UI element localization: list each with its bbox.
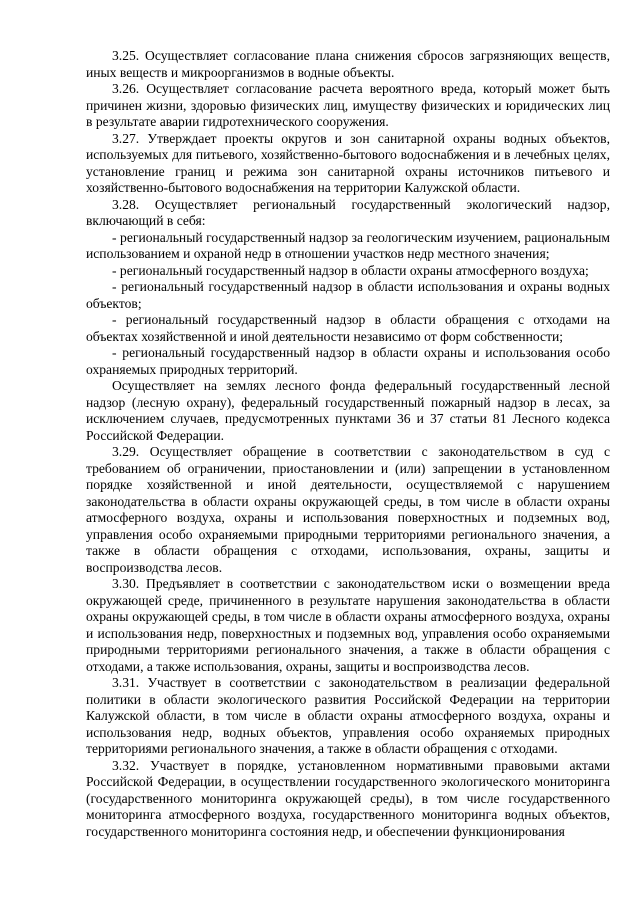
paragraph-3-29: 3.29. Осуществляет обращение в соответствии с законодательством в суд с требованием об ограничении, приостановлении и (или) запрещении в установленном порядке хозяйственной и иной деятельности, осуществляемой с нарушением законодательства в области охраны окружающей среды, в том числе в области охраны атмосферного воздуха, охраны и использования поверхностных и подземных вод, управления особо охраняемыми природными территориями регионального значения, а также в области обращения с отходами, использования, охраны, защиты и воспроизводства лесов.: [86, 444, 610, 575]
list-item-nedra: - региональный государственный надзор за геологическим изучением, рациональным использованием и охраной недр в отношении участков недр местного значения;: [86, 229, 610, 261]
paragraph-forest-supervision: Осуществляет на землях лесного фонда федеральный государственный лесной надзор (лесную охрану), федеральный государственный пожарный надзор в лесах, за исключением случаев, предусмотренных пунктами 36 и 37 статьи 81 Лесного кодекса Российской Федерации.: [86, 378, 610, 443]
paragraph-3-31: 3.31. Участвует в соответствии с законодательством в реализации федеральной политики в области экологического развития Российской Федерации на территории Калужской области, в том числе в области охраны атмосферного воздуха, охраны и использования недр, водных объектов, управления особо охраняемых природных территориями регионального значения, а также в области обращения с отходами.: [86, 675, 610, 756]
list-item-air: - региональный государственный надзор в области охраны атмосферного воздуха;: [112, 262, 589, 278]
list-item-protected-areas: - региональный государственный надзор в области охраны и использования особо охраняемых природных территорий.: [86, 345, 610, 377]
paragraph-3-26: 3.26. Осуществляет согласование расчета вероятного вреда, который может быть причинен жизни, здоровью физических лиц, имуществу физических и юридических лиц в результате аварии гидротехнического сооружения.: [86, 81, 610, 129]
paragraph-3-30: 3.30. Предъявляет в соответствии с законодательством иски о возмещении вреда окружающей среде, причиненного в результате нарушения законодательства в области охраны окружающей среды, в том числе в области охраны атмосферного воздуха, охраны и использования недр, поверхностных и подземных вод, управления особо охраняемыми природными территориями регионального значения, а также в области обращения с отходами, а также использования, охраны, защиты и воспроизводства лесов.: [86, 576, 610, 674]
paragraph-3-32: 3.32. Участвует в порядке, установленном нормативными правовыми актами Российской Федерации, в осуществлении государственного экологического мониторинга (государственного мониторинга окружающей среды), в том числе государственного мониторинга атмосферного воздуха, государственного мониторинга водных объектов, государственного мониторинга состояния недр, и обеспечении функционирования: [86, 757, 610, 839]
list-item-waste: - региональный государственный надзор в области обращения с отходами на объектах хозяйственной и иной деятельности независимо от форм собственности;: [86, 312, 610, 344]
paragraph-3-28: 3.28. Осуществляет региональный государственный экологический надзор, включающий в себя:: [86, 196, 610, 228]
list-item-water: - региональный государственный надзор в области использования и охраны водных объектов;: [86, 279, 610, 311]
paragraph-3-25: 3.25. Осуществляет согласование плана снижения сбросов загрязняющих веществ, иных веществ и микроорганизмов в водные объекты.: [86, 48, 610, 80]
paragraph-3-27: 3.27. Утверждает проекты округов и зон санитарной охраны водных объектов, используемых для питьевого, хозяйственно-бытового водоснабжения и в лечебных целях, установление границ и режима зон санитарной охраны источников питьевого и хозяйственно-бытового водоснабжения на территории Калужской области.: [86, 130, 610, 195]
